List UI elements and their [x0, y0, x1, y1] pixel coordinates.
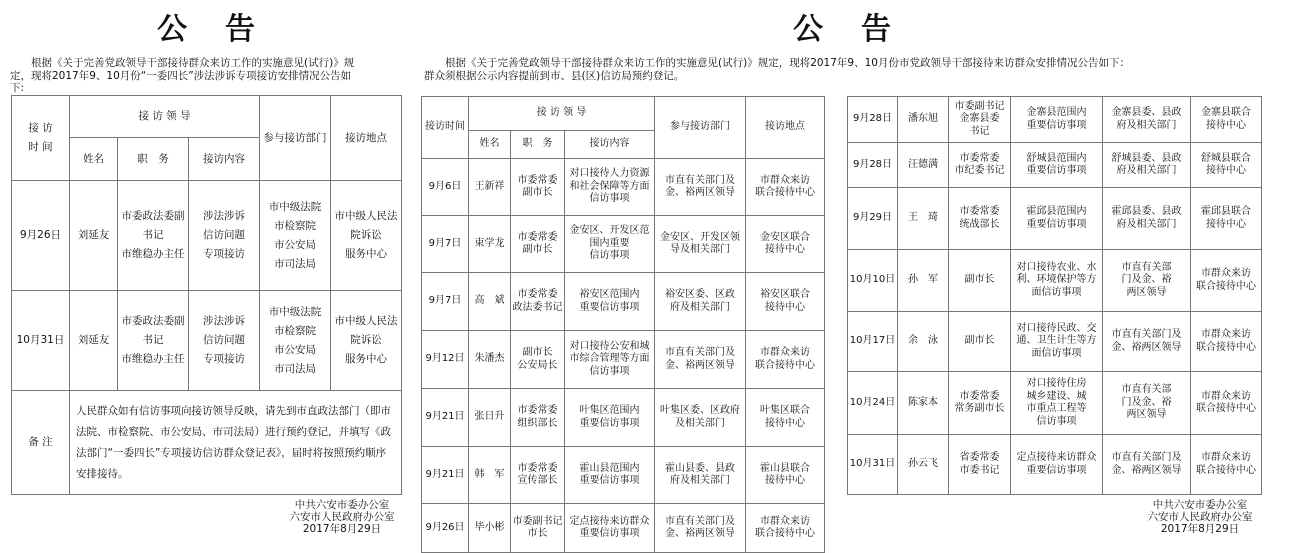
cell-name: 高 斌: [469, 273, 511, 331]
cell-position: 市委常委 副市长: [511, 216, 565, 273]
cell-time: 10月10日: [848, 250, 898, 312]
cell-name: 余 泳: [898, 312, 949, 372]
cell-content: 涉法涉诉 信访问题 专项接访: [189, 181, 260, 291]
cell-content: 舒城县范围内 重要信访事项: [1011, 143, 1103, 188]
header-name: 姓名: [70, 138, 118, 181]
cell-place: 叶集区联合 接待中心: [746, 389, 825, 447]
cell-time: 9月21日: [422, 447, 469, 504]
header-name: 姓名: [469, 131, 511, 159]
cell-dept: 市中级法院 市检察院 市公安局 市司法局: [260, 291, 331, 391]
cell-time: 9月26日: [422, 504, 469, 553]
cell-position: 市委常委 宣传部长: [511, 447, 565, 504]
cell-content: 霍邱县范围内 重要信访事项: [1011, 188, 1103, 250]
cell-content: 叶集区范围内 重要信访事项: [565, 389, 655, 447]
table-row: [848, 435, 1262, 495]
cell-place: 金安区联合 接待中心: [746, 216, 825, 273]
header-position: 职 务: [511, 131, 565, 159]
header-place: 接访地点: [331, 96, 402, 181]
header-position: 职 务: [118, 138, 189, 181]
cell-name: 刘延友: [70, 291, 118, 391]
cell-content: 定点接待来访群众 重要信访事项: [565, 504, 655, 553]
table-row: [422, 447, 825, 504]
table-row: [848, 188, 1262, 250]
cell-dept: 市直有关部门及 金、裕两区领导: [655, 159, 746, 216]
cell-position: 市委常委 副市长: [511, 159, 565, 216]
cell-content: 定点接待来访群众 重要信访事项: [1011, 435, 1103, 495]
cell-time: 10月17日: [848, 312, 898, 372]
cell-dept: 舒城县委、县政 府及相关部门: [1103, 143, 1191, 188]
cell-time: 10月24日: [848, 372, 898, 435]
cell-dept: 市直有关部 门及金、裕 两区领导: [1103, 250, 1191, 312]
cell-name: 陈家本: [898, 372, 949, 435]
table-row: [848, 143, 1262, 188]
cell-content: 对口接待农业、水 利、环境保护等方 面信访事项: [1011, 250, 1103, 312]
cell-time: 9月28日: [848, 143, 898, 188]
cell-dept: 市直有关部门及 金、裕两区领导: [655, 331, 746, 389]
cell-position: 市委政法委副 书记 市维稳办主任: [118, 291, 189, 391]
cell-place: 市群众来访 联合接待中心: [746, 159, 825, 216]
cell-time: 9月7日: [422, 273, 469, 331]
cell-name: 孙 军: [898, 250, 949, 312]
table-row: [848, 372, 1262, 435]
cell-name: 汪德满: [898, 143, 949, 188]
cell-name: 张日升: [469, 389, 511, 447]
notice2-table-right: [847, 96, 1262, 495]
cell-content: 霍山县范围内 重要信访事项: [565, 447, 655, 504]
cell-time: 10月31日: [12, 291, 70, 391]
header-leaders: 接 访 领 导: [469, 97, 655, 131]
cell-position: 市委政法委副 书记 市维稳办主任: [118, 181, 189, 291]
cell-dept: 市中级法院 市检察院 市公安局 市司法局: [260, 181, 331, 291]
cell-content: 对口接待公安和城 市综合管理等方面 信访事项: [565, 331, 655, 389]
cell-place: 霍山县联合 接待中心: [746, 447, 825, 504]
note-label: 备 注: [12, 391, 70, 495]
header-dept: 参与接访部门: [655, 97, 746, 159]
table-row: [422, 159, 825, 216]
cell-content: 金安区、开发区范 围内重要 信访事项: [565, 216, 655, 273]
cell-place: 市群众来访 联合接待中心: [1191, 312, 1262, 372]
header-place: 接访地点: [746, 97, 825, 159]
notice2-title: 公告: [793, 12, 929, 47]
cell-position: 副市长 公安局长: [511, 331, 565, 389]
cell-name: 刘延友: [70, 181, 118, 291]
cell-position: 市委副书记 金寨县委 书记: [949, 97, 1011, 143]
cell-place: 市中级人民法 院诉讼 服务中心: [331, 291, 402, 391]
table-row: [12, 291, 402, 391]
table-row: [422, 504, 825, 553]
cell-content: 裕安区范围内 重要信访事项: [565, 273, 655, 331]
header-content: 接访内容: [189, 138, 260, 181]
header-time: 接 访 时 间: [12, 96, 70, 181]
cell-name: 韩 军: [469, 447, 511, 504]
cell-position: 市委常委 组织部长: [511, 389, 565, 447]
cell-name: 毕小彬: [469, 504, 511, 553]
table-row: [848, 312, 1262, 372]
cell-place: 金寨县联合 接待中心: [1191, 97, 1262, 143]
header-dept: 参与接访部门: [260, 96, 331, 181]
cell-place: 市群众来访 联合接待中心: [1191, 435, 1262, 495]
cell-dept: 市直有关部门及 金、裕两区领导: [1103, 435, 1191, 495]
cell-dept: 市直有关部门及 金、裕两区领导: [1103, 312, 1191, 372]
cell-position: 市委常委 统战部长: [949, 188, 1011, 250]
cell-name: 束学龙: [469, 216, 511, 273]
cell-position: 市委常委 政法委书记: [511, 273, 565, 331]
cell-dept: 裕安区委、区政 府及相关部门: [655, 273, 746, 331]
header-content: 接访内容: [565, 131, 655, 159]
cell-dept: 金寨县委、县政 府及相关部门: [1103, 97, 1191, 143]
cell-place: 市群众来访 联合接待中心: [1191, 250, 1262, 312]
cell-name: 孙云飞: [898, 435, 949, 495]
header-time: 接访时间: [422, 97, 469, 159]
cell-content: 对口接待民政、交 通、卫生计生等方 面信访事项: [1011, 312, 1103, 372]
cell-time: 9月26日: [12, 181, 70, 291]
cell-content: 对口接待人力资源 和社会保障等方面 信访事项: [565, 159, 655, 216]
notice2-intro: 根据《关于完善党政领导干部接待群众来访工作的实施意见(试行)》规定，现将2017年9、10月份市党政领导干部接待来访群众安排情况公告如下： 群众须根据公示内容提前到市、县(区)信访局预约登记。: [424, 57, 1130, 82]
cell-time: 9月6日: [422, 159, 469, 216]
cell-place: 舒城县联合 接待中心: [1191, 143, 1262, 188]
cell-position: 副市长: [949, 250, 1011, 312]
table-row: [422, 389, 825, 447]
cell-position: 副市长: [949, 312, 1011, 372]
cell-position: 市委副书记 市长: [511, 504, 565, 553]
notice1-title: 公告: [157, 12, 293, 47]
cell-place: 裕安区联合 接待中心: [746, 273, 825, 331]
cell-time: 10月31日: [848, 435, 898, 495]
notice1-table: [11, 95, 402, 495]
cell-dept: 霍邱县委、县政 府及相关部门: [1103, 188, 1191, 250]
table-row: [848, 97, 1262, 143]
notice2-signature: 中共六安市委办公室 六安市人民政府办公室 2017年8月29日: [1147, 499, 1253, 535]
cell-place: 霍邱县联合 接待中心: [1191, 188, 1262, 250]
notice1-intro: 根据《关于完善党政领导干部接待群众来访工作的实施意见(试行)》规 定，现将2017年9、10月份“一委四长”涉法涉诉专项接访安排情况公告如 下:: [10, 57, 355, 94]
cell-time: 9月29日: [848, 188, 898, 250]
note-text: 人民群众如有信访事项向接访领导反映，请先到市直政法部门（即市法院、市检察院、市公安局、市司法局）进行预约登记，并填写《政法部门“一委四长”专项接访信访群众登记表》，届时将按照预约顺序安排接待。: [70, 391, 402, 495]
cell-time: 9月28日: [848, 97, 898, 143]
notice2-table-left: [421, 96, 825, 553]
cell-content: 对口接待住房 城乡建设、城 市重点工程等 信访事项: [1011, 372, 1103, 435]
cell-dept: 市直有关部门及 金、裕两区领导: [655, 504, 746, 553]
cell-time: 9月12日: [422, 331, 469, 389]
note-row: [12, 391, 402, 495]
cell-name: 朱潘杰: [469, 331, 511, 389]
table-row: [422, 216, 825, 273]
cell-name: 王新祥: [469, 159, 511, 216]
cell-content: 涉法涉诉 信访问题 专项接访: [189, 291, 260, 391]
cell-name: 王 琦: [898, 188, 949, 250]
table-row: [12, 181, 402, 291]
cell-position: 市委常委 常务副市长: [949, 372, 1011, 435]
table-row: [422, 273, 825, 331]
cell-time: 9月7日: [422, 216, 469, 273]
cell-dept: 叶集区委、区政府 及相关部门: [655, 389, 746, 447]
cell-dept: 金安区、开发区领 导及相关部门: [655, 216, 746, 273]
cell-place: 市群众来访 联合接待中心: [1191, 372, 1262, 435]
notice1-signature: 中共六安市委办公室 六安市人民政府办公室 2017年8月29日: [289, 499, 395, 535]
cell-content: 金寨县范围内 重要信访事项: [1011, 97, 1103, 143]
cell-place: 市群众来访 联合接待中心: [746, 331, 825, 389]
cell-place: 市群众来访 联合接待中心: [746, 504, 825, 553]
cell-position: 市委常委 市纪委书记: [949, 143, 1011, 188]
cell-dept: 市直有关部 门及金、裕 两区领导: [1103, 372, 1191, 435]
cell-time: 9月21日: [422, 389, 469, 447]
header-leaders: 接 访 领 导: [70, 96, 260, 138]
cell-name: 潘东旭: [898, 97, 949, 143]
table-row: [848, 250, 1262, 312]
table-row: [422, 331, 825, 389]
cell-dept: 霍山县委、县政 府及相关部门: [655, 447, 746, 504]
cell-place: 市中级人民法 院诉讼 服务中心: [331, 181, 402, 291]
cell-position: 省委常委 市委书记: [949, 435, 1011, 495]
